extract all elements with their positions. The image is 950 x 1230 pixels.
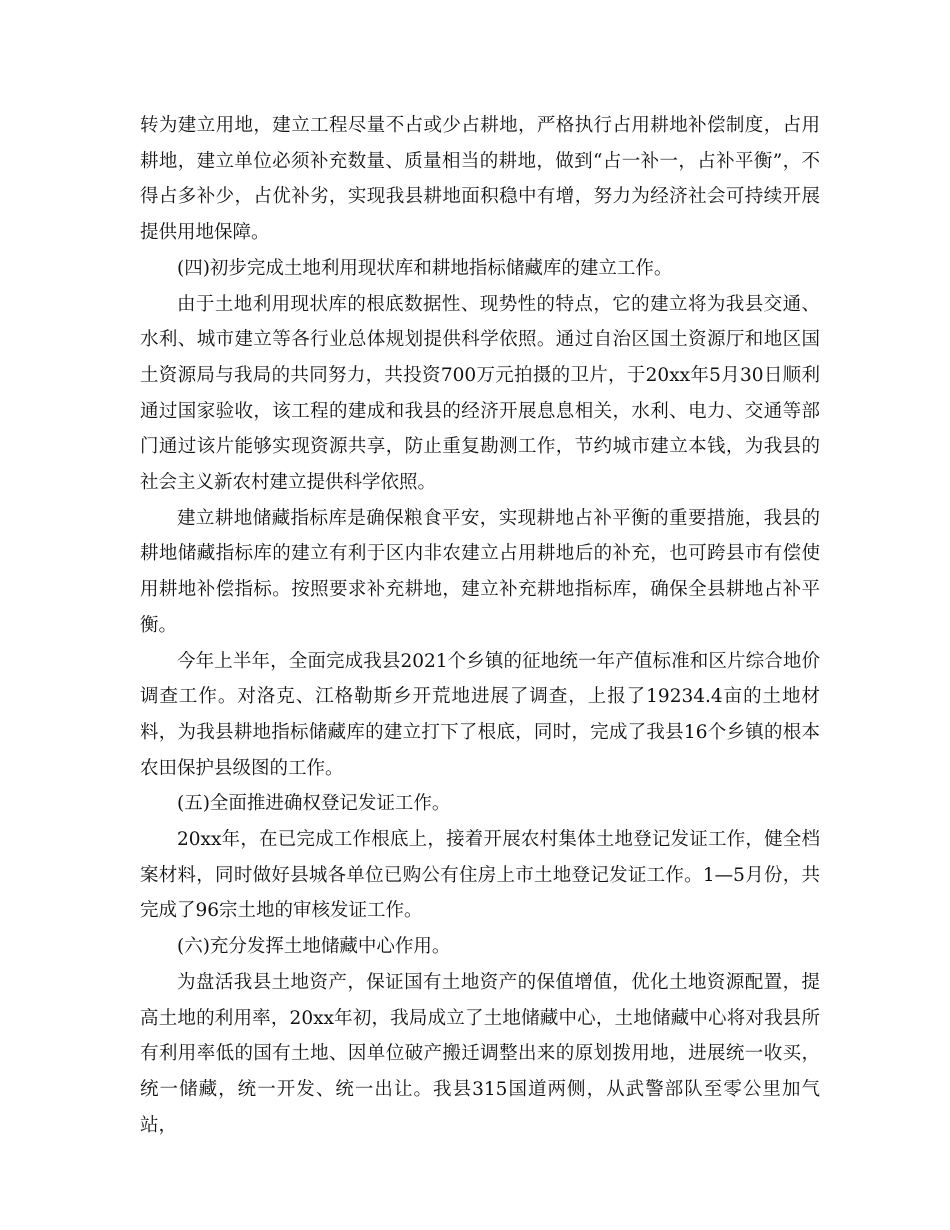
paragraph-body: 20xx年，在已完成工作根底上，接着开展农村集体土地登记发证工作，健全档案材料，同时做好县城各单位已购公有住房上市土地登记发证工作。1—5月份，共完成了96宗土地的审核发证工作。: [140, 829, 820, 922]
paragraph-body: 由于土地利用现状库的根底数据性、现势性的特点，它的建立将为我县交通、水利、城市建立等各行业总体规划提供科学依照。通过自治区国土资源厅和地区国土资源局与我局的共同努力，共投资700万元拍摄的卫片，于20xx年5月30日顺利通过国家验收，该工程的建成和我县的经济开展息息相关，水利、电力、交通等部门通过该片能够实现资源共享，防止重复勘测工作，节约城市建立本钱，为我县的社会主义新农村建立提供科学依照。: [140, 293, 820, 494]
document-page: [140, 108, 820, 1143]
paragraph-body: 今年上半年，全面完成我县2021个乡镇的征地统一年产值标准和区片综合地价调查工作。对洛克、江格勒斯乡开荒地进展了调查，上报了19234.4亩的土地材料，为我县耕地指标储藏库的建立打下了根底，同时，完成了我县16个乡镇的根本农田保护县级图的工作。: [140, 650, 820, 779]
section-heading-6: (六)充分发挥土地储藏中心作用。: [177, 936, 451, 958]
section-heading-5: (五)全面推进确权登记发证工作。: [177, 793, 451, 815]
paragraph-body: 为盘活我县土地资产，保证国有土地资产的保值增值，优化土地资源配置，提高土地的利用率，20xx年初，我局成立了土地储藏中心，土地储藏中心将对我县所有利用率低的国有土地、因单位破产搬迁调整出来的原划拨用地，进展统一收买，统一储藏，统一开发、统一出让。我县315国道两侧，从武警部队至零公里加气站，: [140, 971, 820, 1136]
section-heading-4: (四)初步完成土地利用现状库和耕地指标储藏库的建立工作。: [177, 257, 673, 279]
paragraph-continuation: 转为建立用地，建立工程尽量不占或少占耕地，严格执行占用耕地补偿制度，占用耕地，建立单位必须补充数量、质量相当的耕地，做到“占一补一，占补平衡”，不得占多补少，占优补劣，实现我县耕地面积稳中有增，努力为经济社会可持续开展提供用地保障。: [140, 115, 820, 244]
paragraph-body: 建立耕地储藏指标库是确保粮食平安，实现耕地占补平衡的重要措施，我县的耕地储藏指标库的建立有利于区内非农建立占用耕地后的补充，也可跨县市有偿使用耕地补偿指标。按照要求补充耕地，建立补充耕地指标库，确保全县耕地占补平衡。: [140, 507, 820, 636]
